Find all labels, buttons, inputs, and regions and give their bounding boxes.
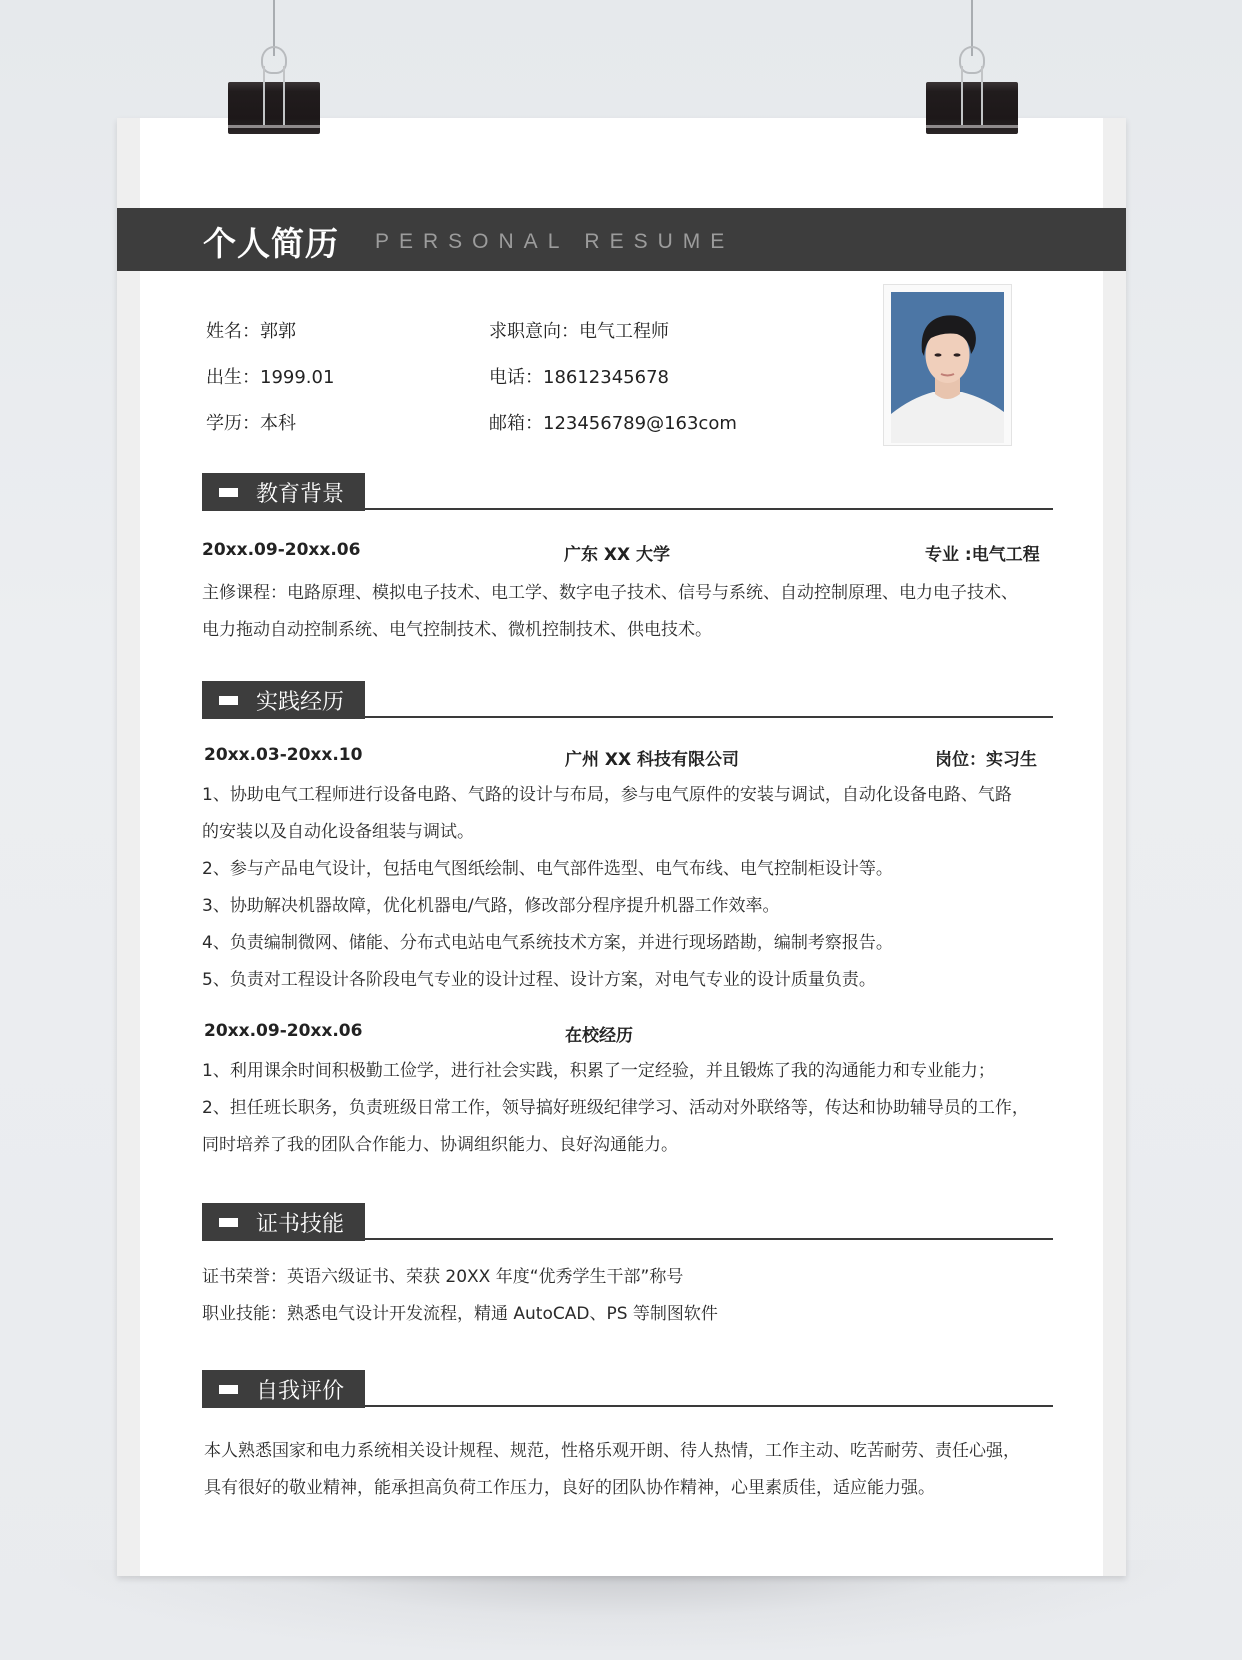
portrait-icon [891, 292, 1004, 443]
clip-lip [228, 125, 320, 128]
campus-line: 同时培养了我的团队合作能力、协调组织能力、良好沟通能力。 [202, 1135, 678, 1155]
campus-details [202, 1053, 1062, 1164]
education-major: 专业 :电气工程 [925, 545, 1040, 565]
section-practice-header [202, 681, 1053, 719]
courses-line: 电力拖动自动控制系统、电气控制技术、微机控制技术、供电技术。 [202, 620, 712, 640]
paper-stripe-right [1103, 118, 1126, 1576]
email-field: 邮箱：123456789@163com [489, 413, 737, 434]
duty-line: 5、负责对工程设计各阶段电气专业的设计过程、设计方案，对电气专业的设计质量负责。 [202, 970, 876, 990]
section-rule [365, 508, 1053, 510]
clip-wire [981, 66, 983, 128]
job-position: 岗位：实习生 [935, 750, 1037, 770]
section-tab [202, 473, 365, 511]
education-field: 学历：本科 [206, 413, 296, 434]
duty-line: 3、协助解决机器故障，优化机器电/气路，修改部分程序提升机器工作效率。 [202, 896, 780, 916]
campus-line: 2、担任班长职务，负责班级日常工作，领导搞好班级纪律学习、活动对外联络等，传达和协助辅导员的工作， [202, 1098, 1029, 1118]
clip-wire [961, 66, 963, 128]
duty-line: 2、参与产品电气设计，包括电气图纸绘制、电气部件选型、电气布线、电气控制柜设计等。 [202, 859, 893, 879]
campus-period: 20xx.09-20xx.06 [204, 1021, 363, 1041]
skills-details [202, 1259, 1062, 1333]
section-tab [202, 681, 365, 719]
page-subtitle: PERSONAL RESUME [375, 230, 735, 253]
section-marker-icon [219, 1218, 238, 1227]
job-period: 20xx.03-20xx.10 [204, 745, 363, 765]
job-duties [202, 777, 1062, 999]
campus-title: 在校经历 [565, 1026, 633, 1046]
section-skills-header [202, 1203, 1053, 1241]
resume-paper [117, 118, 1126, 1576]
self-eval-line: 本人熟悉国家和电力系统相关设计规程、规范，性格乐观开朗、待人热情，工作主动、吃苦耐劳、责任心强， [204, 1441, 1020, 1461]
section-title: 证书技能 [256, 1212, 345, 1237]
page-title: 个人简历 [203, 224, 339, 263]
section-title: 教育背景 [256, 482, 345, 507]
clip-wire [263, 66, 265, 128]
self-eval-line: 具有很好的敬业精神，能承担高负荷工作压力，良好的团队协作精神，心里素质佳，适应能力强。 [204, 1478, 935, 1498]
section-rule [365, 1238, 1053, 1240]
section-rule [365, 1405, 1053, 1407]
binder-clip-left [228, 0, 320, 140]
clip-lip [926, 125, 1018, 128]
clip-wire [283, 66, 285, 128]
binder-clip-right [926, 0, 1018, 140]
objective-field: 求职意向：电气工程师 [489, 321, 669, 342]
campus-line: 1、利用课余时间积极勤工俭学，进行社会实践，积累了一定经验，并且锻炼了我的沟通能力和专业能力； [202, 1061, 995, 1081]
section-tab [202, 1370, 365, 1408]
education-courses [202, 575, 1062, 649]
profile-photo [891, 292, 1004, 443]
duty-line: 1、协助电气工程师进行设备电路、气路的设计与布局，参与电气原件的安装与调试，自动化设备电路、气路 [202, 785, 1012, 805]
paper-stripe-left [117, 118, 140, 1576]
education-school: 广东 XX 大学 [564, 545, 671, 565]
job-company: 广州 XX 科技有限公司 [565, 750, 740, 770]
phone-field: 电话：18612345678 [489, 367, 669, 388]
header-band [117, 208, 1126, 271]
section-title: 自我评价 [256, 1379, 345, 1404]
section-tab [202, 1203, 365, 1241]
duty-line: 的安装以及自动化设备组装与调试。 [202, 822, 474, 842]
section-self-eval-header [202, 1370, 1053, 1408]
section-rule [365, 716, 1053, 718]
skills-line: 职业技能：熟悉电气设计开发流程，精通 AutoCAD、PS 等制图软件 [202, 1304, 718, 1324]
birth-field: 出生：1999.01 [206, 367, 335, 388]
photo-frame [883, 284, 1012, 446]
section-marker-icon [219, 1385, 238, 1394]
skills-line: 证书荣誉：英语六级证书、荣获 20XX 年度“优秀学生干部”称号 [202, 1267, 684, 1287]
self-eval-details [204, 1433, 1064, 1507]
section-marker-icon [219, 696, 238, 705]
section-marker-icon [219, 488, 238, 497]
name-field: 姓名：郭郭 [206, 321, 296, 342]
duty-line: 4、负责编制微网、储能、分布式电站电气系统技术方案，并进行现场踏勘，编制考察报告。 [202, 933, 893, 953]
courses-line: 主修课程：电路原理、模拟电子技术、电工学、数字电子技术、信号与系统、自动控制原理、电力电子技术、 [202, 583, 1018, 603]
section-title: 实践经历 [256, 690, 345, 715]
education-period: 20xx.09-20xx.06 [202, 540, 361, 560]
section-education-header [202, 473, 1053, 511]
